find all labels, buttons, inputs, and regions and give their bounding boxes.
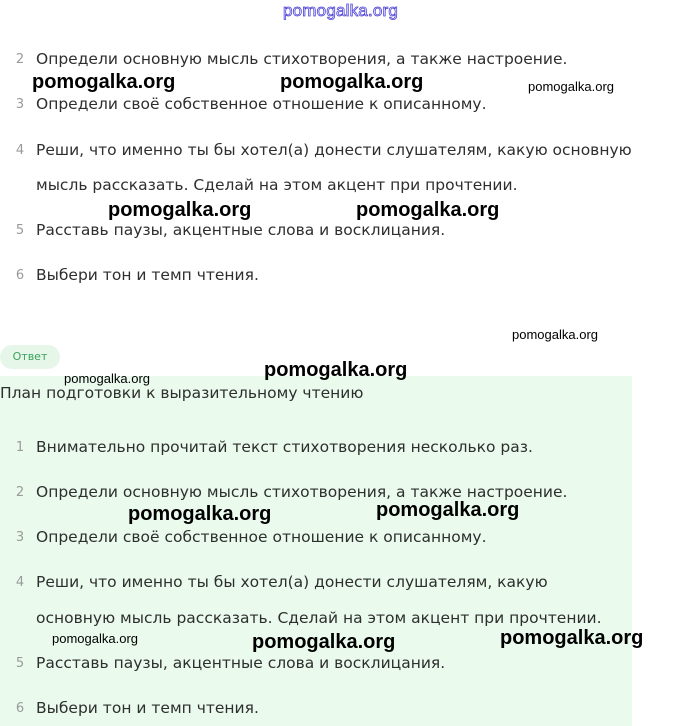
item-text-continued: основную мысль рассказать. Сделай на этом акцент при прочтении. xyxy=(36,609,602,627)
watermark: pomogalka.org xyxy=(108,199,252,221)
item-number: 5 xyxy=(15,223,25,238)
item-text: Расставь паузы, акцентные слова и восклицания. xyxy=(36,221,446,239)
item-number: 4 xyxy=(15,143,25,158)
answer-title: План подготовки к выразительному чтению xyxy=(0,384,364,402)
item-number: 3 xyxy=(15,97,25,112)
item-number: 5 xyxy=(15,656,25,671)
item-text: Определи основную мысль стихотворения, а также настроение. xyxy=(36,483,568,501)
item-number: 2 xyxy=(15,52,25,67)
watermark: pomogalka.org xyxy=(252,631,396,653)
item-number: 3 xyxy=(15,530,25,545)
watermark: pomogalka.org xyxy=(264,359,408,381)
watermark: pomogalka.org xyxy=(356,199,500,221)
item-text: Определи своё собственное отношение к описанному. xyxy=(36,95,487,113)
item-number: 4 xyxy=(15,575,25,590)
item-text-continued: мысль рассказать. Сделай на этом акцент при прочтении. xyxy=(36,176,518,194)
watermark: pomogalka.org xyxy=(500,627,644,649)
item-text: Реши, что именно ты бы хотел(а) донести слушателям, какую основную xyxy=(36,141,632,159)
answer-panel xyxy=(0,376,632,726)
item-text: Выбери тон и темп чтения. xyxy=(36,699,259,717)
item-number: 1 xyxy=(15,440,25,455)
item-number: 2 xyxy=(15,485,25,500)
item-number: 6 xyxy=(15,701,25,716)
watermark: pomogalka.org xyxy=(32,71,176,93)
item-text: Реши, что именно ты бы хотел(а) донести слушателям, какую xyxy=(36,573,548,591)
item-number: 6 xyxy=(15,268,25,283)
item-text: Выбери тон и темп чтения. xyxy=(36,266,259,284)
item-text: Определи основную мысль стихотворения, а также настроение. xyxy=(36,50,568,68)
watermark: pomogalka.org xyxy=(128,503,272,525)
watermark: pomogalka.org xyxy=(528,79,614,94)
item-text: Внимательно прочитай текст стихотворения несколько раз. xyxy=(36,438,533,456)
watermark: pomogalka.org xyxy=(376,499,520,521)
answer-badge[interactable]: Ответ xyxy=(0,345,60,369)
header-watermark[interactable]: pomogalka.org xyxy=(283,1,399,20)
item-text: Расставь паузы, акцентные слова и восклицания. xyxy=(36,654,446,672)
item-text: Определи своё собственное отношение к описанному. xyxy=(36,528,487,546)
watermark: pomogalka.org xyxy=(280,71,424,93)
watermark: pomogalka.org xyxy=(64,371,150,386)
watermark: pomogalka.org xyxy=(52,631,138,646)
watermark: pomogalka.org xyxy=(512,327,598,342)
